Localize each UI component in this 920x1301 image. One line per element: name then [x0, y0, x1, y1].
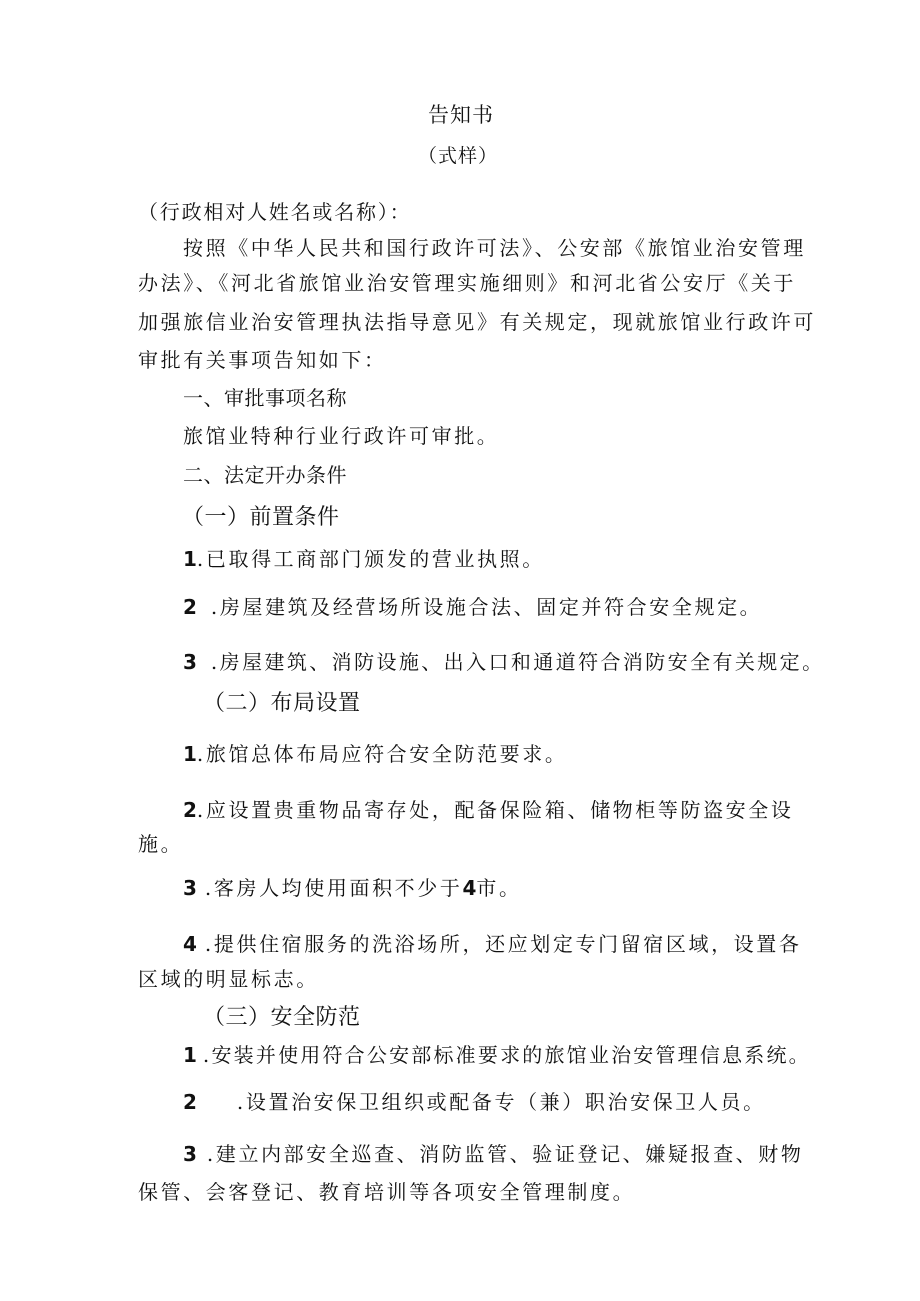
sub3-item-3-cont: 保管、会客登记、教育培训等各项安全管理制度。 [138, 1180, 636, 1204]
sub2-item-4 [183, 930, 801, 958]
sub2-item-2 [183, 796, 793, 824]
sub1-item-1 [183, 545, 545, 573]
item-number: 2 [183, 798, 197, 822]
item-text: .应设置贵重物品寄存处，配备保险箱、储物柜等防盗安全设 [196, 798, 794, 822]
intro-line-1: 按照《中华人民共和国行政许可法》、公安部《旅馆业治安管理 [183, 236, 806, 260]
item-text: .提供住宿服务的洗浴场所，还应划定专门留宿区域，设置各 [204, 932, 802, 956]
sub2-item-4-cont: 区域的明显标志。 [138, 967, 319, 991]
intro-line-3: 加强旅信业治安管理执法指导意见》有关规定，现就旅馆业行政许可 [138, 310, 816, 334]
item-number: 1 [183, 742, 197, 766]
item-number: 2 [183, 595, 197, 619]
sub3-item-2 [183, 1088, 766, 1116]
item-number: 4 [183, 932, 197, 956]
sub1-heading: （一）前置条件 [182, 505, 340, 530]
sub3-item-3 [183, 1140, 803, 1168]
intro-line-2: 办法》、《河北省旅馆业治安管理实施细则》和河北省公安厅《关于 [138, 271, 796, 295]
item-number: 1 [183, 1043, 197, 1067]
document-subtitle: （式样） [418, 145, 499, 167]
item-number: 2 [183, 1090, 197, 1114]
addressee-line: （行政相对人姓名或名称）： [138, 200, 412, 224]
item-text: .房屋建筑及经营场所设施合法、固定并符合安全规定。 [210, 595, 763, 619]
section1-text: 旅馆业特种行业行政许可审批。 [183, 424, 500, 448]
sub1-item-2 [183, 593, 762, 621]
section1-heading: 一、审批事项名称 [183, 386, 347, 410]
item-text: .客房人均使用面积不少于 [204, 876, 463, 900]
item-text: .旅馆总体布局应符合安全防范要求。 [196, 742, 568, 766]
item-text-tail: 市。 [476, 876, 522, 900]
item-number: 3 [183, 650, 197, 674]
item-number: 1 [183, 547, 197, 571]
sub3-item-1 [183, 1041, 811, 1069]
item-text: .安装并使用符合公安部标准要求的旅馆业治安管理信息系统。 [202, 1043, 811, 1067]
item-text: .建立内部安全巡查、消防监管、验证登记、嫌疑报查、财物 [206, 1142, 804, 1166]
sub2-item-2-cont: 施。 [138, 832, 184, 856]
item-text: .设置治安保卫组织或配备专（兼）职治安保卫人员。 [236, 1090, 766, 1114]
item-text: .房屋建筑、消防设施、出入口和通道符合消防安全有关规定。 [210, 650, 825, 674]
intro-line-4: 审批有关事项告知如下： [138, 348, 387, 372]
section2-heading: 二、法定开办条件 [183, 463, 347, 487]
item-number: 3 [183, 1142, 197, 1166]
document-title: 告知书 [428, 103, 494, 127]
area-value: 4 [462, 876, 477, 900]
sub2-heading: （二）布局设置 [203, 691, 361, 716]
item-text: .已取得工商部门颁发的营业执照。 [196, 547, 545, 571]
item-number: 3 [183, 876, 197, 900]
sub2-item-3 [183, 874, 522, 902]
sub1-item-3 [183, 648, 824, 676]
sub2-item-1 [183, 740, 567, 768]
sub3-heading: （三）安全防范 [203, 1005, 361, 1030]
